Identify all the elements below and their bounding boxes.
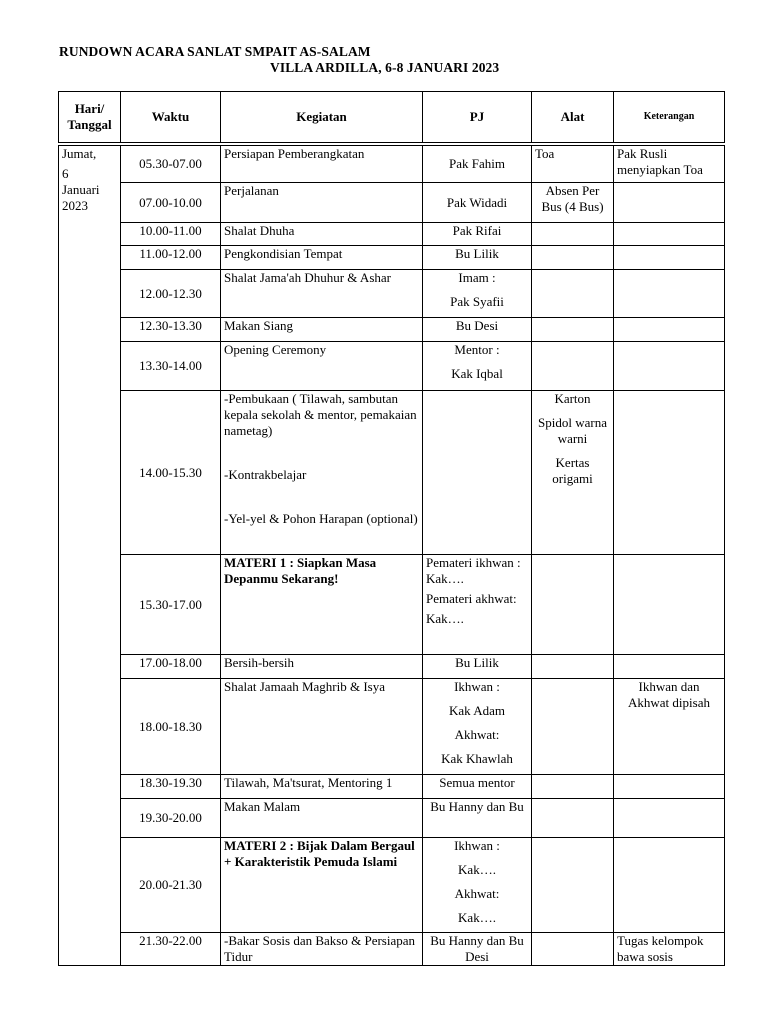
table-row [59, 655, 725, 679]
waktu-cell: 18.00-18.30 [121, 679, 221, 775]
table-header-row [59, 92, 725, 144]
alat-cell [532, 655, 614, 679]
pj-line: Kak Adam [449, 703, 505, 718]
kegiatan-cell: Shalat Jamaah Maghrib & Isya [221, 679, 423, 775]
keterangan-cell [614, 391, 725, 555]
keterangan-cell: Ikhwan dan Akhwat dipisah [614, 679, 725, 775]
alat-cell: Absen Per Bus (4 Bus) [532, 183, 614, 223]
keterangan-cell [614, 246, 725, 270]
table-row [59, 391, 725, 555]
pj-cell: Semua mentor [423, 775, 532, 799]
table-row [59, 318, 725, 342]
waktu-cell: 20.00-21.30 [121, 838, 221, 933]
alat-cell [532, 223, 614, 246]
table-row [59, 270, 725, 318]
header-pj: PJ [423, 92, 532, 144]
kegiatan-cell [221, 555, 423, 655]
waktu-cell: 21.30-22.00 [121, 933, 221, 966]
table-row [59, 799, 725, 838]
keterangan-cell [614, 799, 725, 838]
pj-line: Pemateri ikhwan : Kak…. [426, 555, 521, 586]
kegiatan-cell: Opening Ceremony [221, 342, 423, 391]
kegiatan-cell: Pengkondisian Tempat [221, 246, 423, 270]
waktu-cell: 19.30-20.00 [121, 799, 221, 838]
table-row [59, 679, 725, 775]
header-kegiatan: Kegiatan [221, 92, 423, 144]
pj-line: Akhwat: [454, 727, 500, 742]
table-row [59, 223, 725, 246]
pj-line: Imam : [458, 270, 496, 285]
pj-cell: Bu Lilik [423, 246, 532, 270]
table-row [59, 342, 725, 391]
pj-line: Ikhwan : [454, 838, 500, 853]
day-name: Jumat, [62, 145, 97, 161]
keterangan-cell: Pak Rusli menyiapkan Toa [614, 144, 725, 183]
waktu-cell: 05.30-07.00 [121, 144, 221, 183]
alat-cell [532, 775, 614, 799]
table-row [59, 246, 725, 270]
pj-cell: Bu Desi [423, 318, 532, 342]
kegiatan-cell: Persiapan Pemberangkatan [221, 144, 423, 183]
materi-title: MATERI 2 : Bijak Dalam Bergaul + Karakteristik Pemuda Islami [224, 838, 415, 869]
waktu-cell: 15.30-17.00 [121, 555, 221, 655]
pj-cell [423, 391, 532, 555]
waktu-cell: 11.00-12.00 [121, 246, 221, 270]
keterangan-cell [614, 655, 725, 679]
alat-line: Karton [554, 391, 591, 406]
kegiatan-cell [221, 391, 423, 555]
alat-line: Spidol warna warni [538, 415, 607, 446]
keterangan-cell: Tugas kelompok bawa sosis [614, 933, 725, 966]
header-hari: Hari/ Tanggal [59, 92, 121, 144]
alat-cell [532, 555, 614, 655]
pj-cell [423, 342, 532, 391]
table-row [59, 838, 725, 933]
pj-line: Mentor : [454, 342, 500, 357]
pj-line: Kak…. [426, 611, 464, 626]
header-keterangan: Keterangan [614, 92, 725, 144]
day-month-year: Januari 2023 [62, 181, 100, 213]
alat-cell [532, 391, 614, 555]
kegiatan-cell: Tilawah, Ma'tsurat, Mentoring 1 [221, 775, 423, 799]
kegiatan-cell: Bersih-bersih [221, 655, 423, 679]
table-row [59, 775, 725, 799]
materi-title: MATERI 1 : Siapkan Masa Depanmu Sekarang! [224, 555, 377, 586]
pj-line: Pemateri akhwat: [426, 591, 517, 606]
keterangan-cell [614, 838, 725, 933]
alat-line: Kertas origami [552, 455, 593, 486]
keterangan-cell [614, 318, 725, 342]
waktu-cell: 07.00-10.00 [121, 183, 221, 223]
kegiatan-line: -Yel-yel & Pohon Harapan (optional) [224, 511, 418, 526]
waktu-cell: 12.00-12.30 [121, 270, 221, 318]
keterangan-cell [614, 270, 725, 318]
waktu-cell: 13.30-14.00 [121, 342, 221, 391]
kegiatan-cell: Perjalanan [221, 183, 423, 223]
pj-cell: Pak Rifai [423, 223, 532, 246]
alat-cell [532, 838, 614, 933]
alat-cell [532, 270, 614, 318]
pj-cell: Bu Lilik [423, 655, 532, 679]
pj-line: Kak…. [458, 910, 496, 925]
pj-line: Kak Khawlah [441, 751, 513, 766]
rundown-table [58, 91, 725, 966]
pj-cell [423, 555, 532, 655]
pj-line: Pak Syafii [450, 294, 504, 309]
kegiatan-cell: -Bakar Sosis dan Bakso & Persiapan Tidur [221, 933, 423, 966]
kegiatan-cell: Makan Siang [221, 318, 423, 342]
pj-cell [423, 270, 532, 318]
kegiatan-cell: Shalat Dhuha [221, 223, 423, 246]
waktu-cell: 18.30-19.30 [121, 775, 221, 799]
pj-line: Kak…. [458, 862, 496, 877]
pj-line: Akhwat: [454, 886, 500, 901]
waktu-cell: 12.30-13.30 [121, 318, 221, 342]
day-cell [59, 144, 121, 966]
alat-cell [532, 342, 614, 391]
pj-cell: Bu Hanny dan Bu [423, 799, 532, 838]
day-date: 6 [62, 165, 69, 181]
table-row [59, 144, 725, 183]
waktu-cell: 14.00-15.30 [121, 391, 221, 555]
waktu-cell: 17.00-18.00 [121, 655, 221, 679]
waktu-cell: 10.00-11.00 [121, 223, 221, 246]
pj-line: Kak Iqbal [451, 366, 503, 381]
pj-line: Ikhwan : [454, 679, 500, 694]
alat-cell [532, 933, 614, 966]
document-subtitle: VILLA ARDILLA, 6-8 JANUARI 2023 [270, 60, 500, 75]
kegiatan-line: -Kontrakbelajar [224, 467, 307, 482]
kegiatan-line: -Pembukaan ( Tilawah, sambutan kepala sekolah & mentor, pemakaian nametag) [224, 391, 417, 438]
pj-cell: Bu Hanny dan Bu Desi [423, 933, 532, 966]
keterangan-cell [614, 183, 725, 223]
pj-cell: Pak Fahim [423, 144, 532, 183]
header-alat: Alat [532, 92, 614, 144]
pj-cell: Pak Widadi [423, 183, 532, 223]
keterangan-cell [614, 555, 725, 655]
alat-cell [532, 799, 614, 838]
header-waktu: Waktu [121, 92, 221, 144]
alat-cell: Toa [532, 144, 614, 183]
kegiatan-cell: Makan Malam [221, 799, 423, 838]
document-title: RUNDOWN ACARA SANLAT SMPAIT AS-SALAM [59, 44, 371, 59]
pj-cell [423, 838, 532, 933]
table-row [59, 555, 725, 655]
alat-cell [532, 246, 614, 270]
table-row [59, 183, 725, 223]
keterangan-cell [614, 775, 725, 799]
kegiatan-cell: Shalat Jama'ah Dhuhur & Ashar [221, 270, 423, 318]
pj-cell [423, 679, 532, 775]
alat-cell [532, 318, 614, 342]
kegiatan-cell [221, 838, 423, 933]
keterangan-cell [614, 342, 725, 391]
keterangan-cell [614, 223, 725, 246]
table-row [59, 933, 725, 966]
alat-cell [532, 679, 614, 775]
